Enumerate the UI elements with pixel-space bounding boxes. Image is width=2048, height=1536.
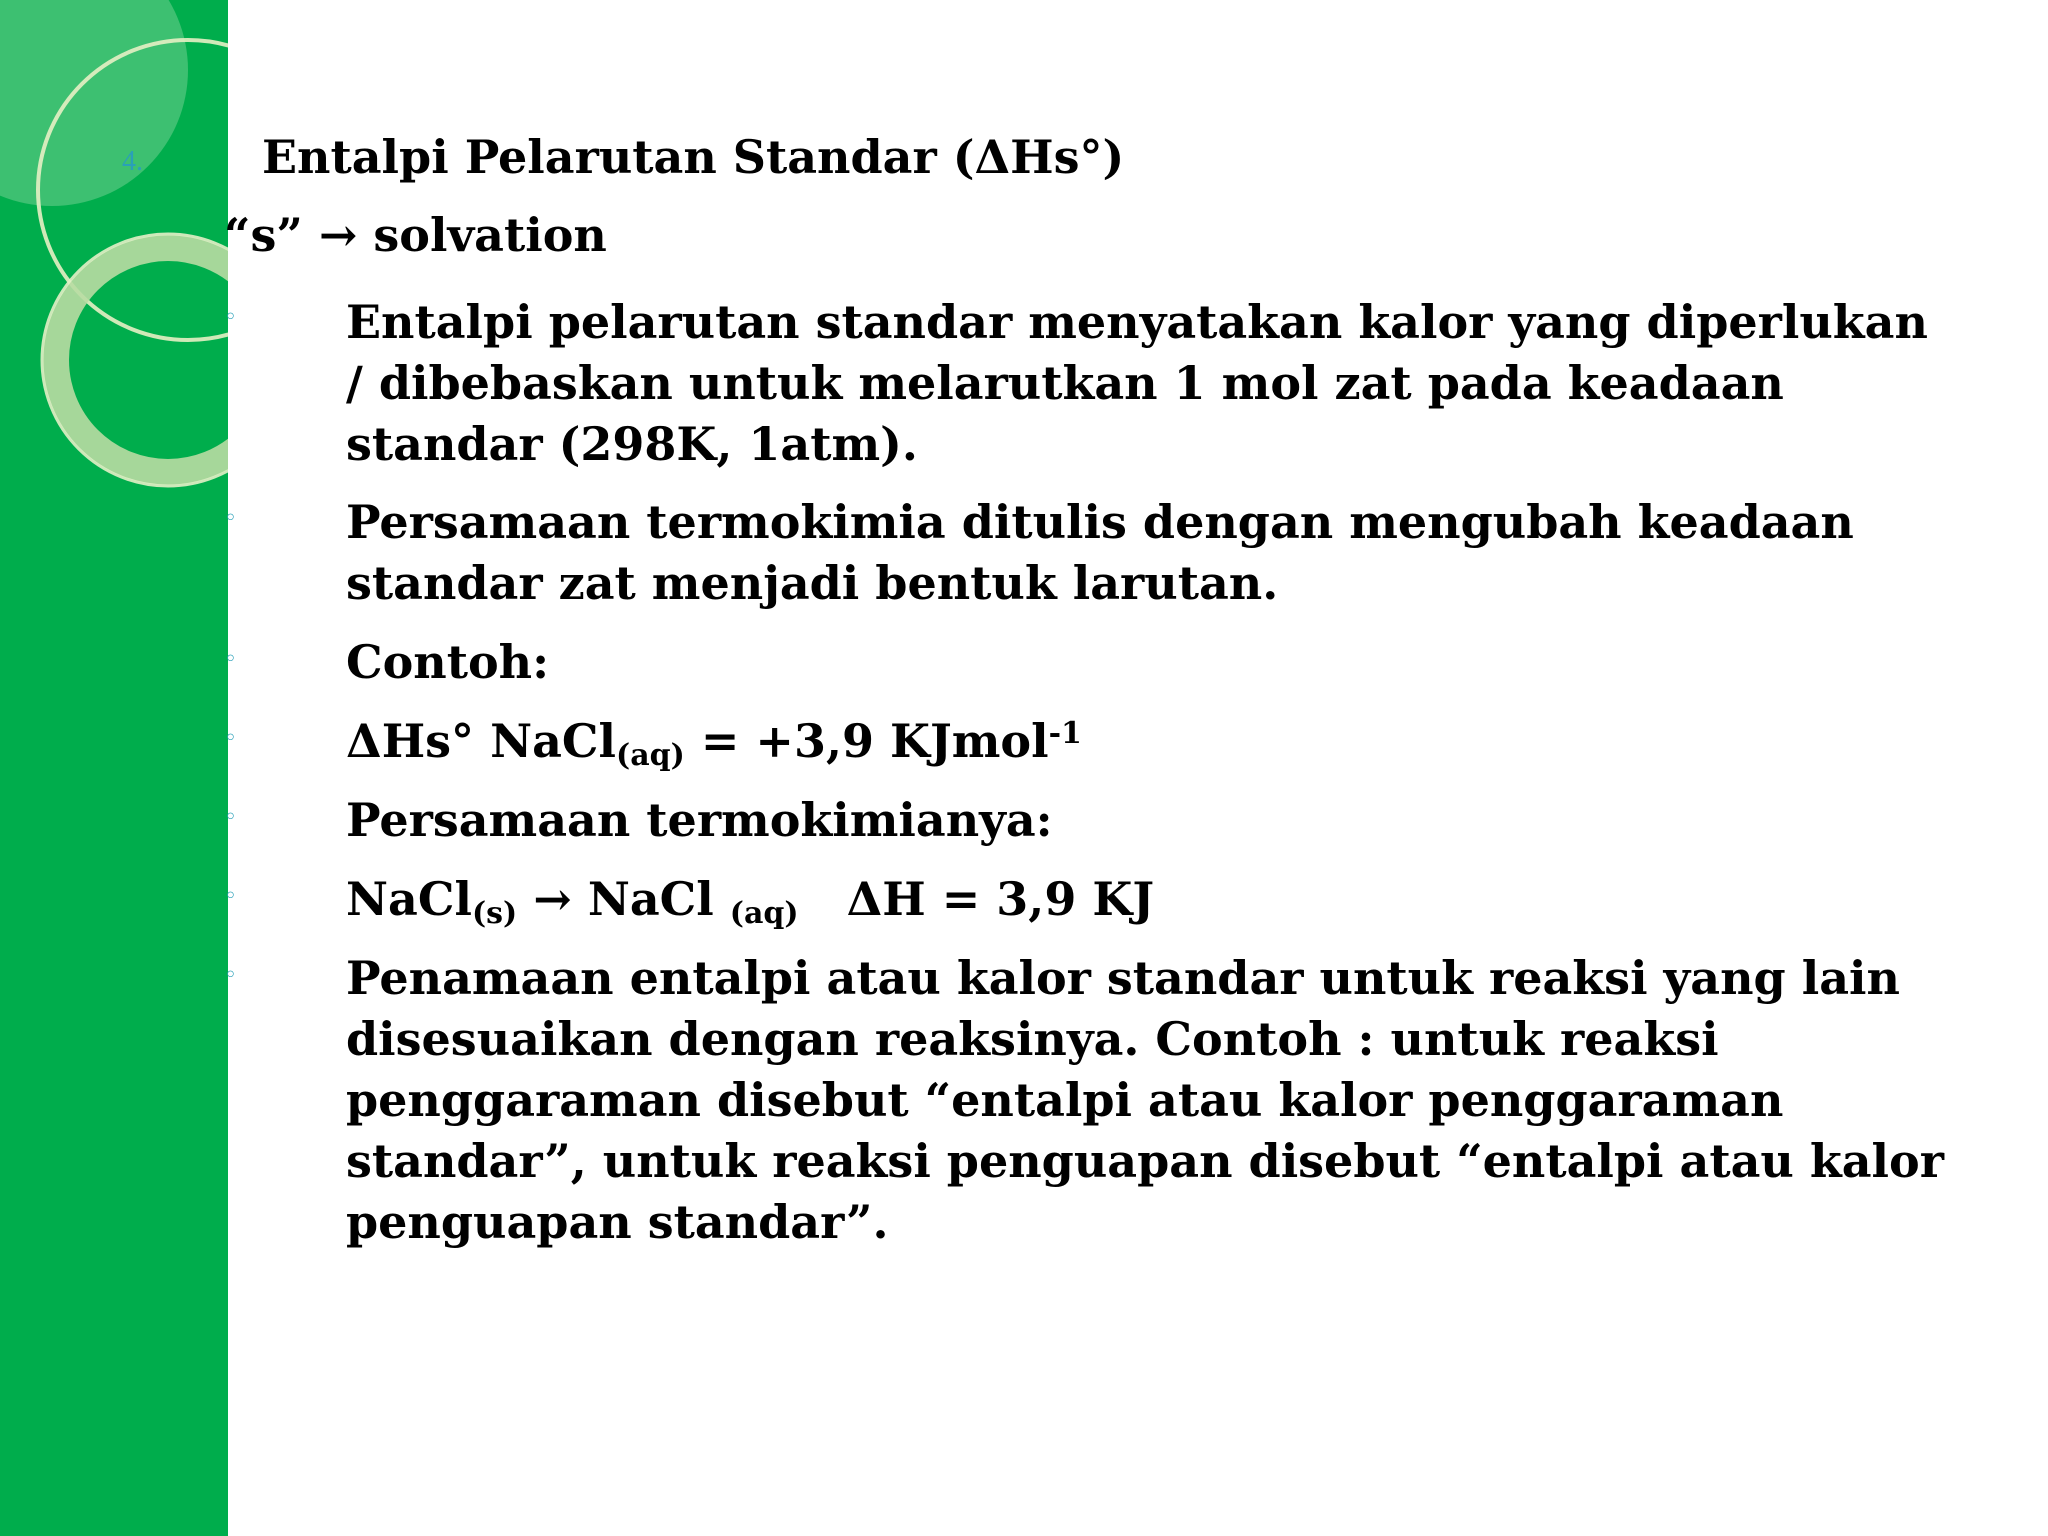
- bullet-equation-label: Persamaan termokimianya:: [346, 793, 1053, 847]
- enthalpy-prefix: ΔHs° NaCl: [346, 714, 617, 768]
- enthalpy-state: (aq): [616, 738, 685, 773]
- equation-arrow: →: [517, 872, 588, 926]
- bullet-example-label: Contoh:: [346, 635, 550, 689]
- bullet-enthalpy-value: [346, 711, 1946, 772]
- enthalpy-exponent: -1: [1048, 716, 1082, 751]
- product-state: (aq): [729, 896, 799, 931]
- slide-number: 4.: [122, 146, 143, 177]
- bullet-marker: ◦: [224, 726, 237, 751]
- bullet-naming-note: Penamaan entalpi atau kalor standar untuk reaksi yang lain disesuaikan dengan reaksinya. Contoh : untuk reaksi penggaraman disebut “entalpi atau kalor penggaraman standar”, untuk reaksi penguapan disebut “entalpi atau kalor penguapan standar”.: [346, 951, 1944, 1249]
- bullet-marker: ◦: [224, 884, 237, 909]
- bullet-equation-note: Persamaan termokimia ditulis dengan mengubah keadaan standar zat menjadi bentuk larutan.: [346, 495, 1854, 610]
- enthalpy-value: = +3,9 KJmol: [684, 714, 1049, 768]
- equation-delta-h: ΔH = 3,9 KJ: [846, 872, 1155, 926]
- equation-reactant: NaCl: [346, 872, 472, 926]
- bullet-marker: ◦: [224, 805, 237, 830]
- bullet-thermo-equation: [346, 869, 1946, 930]
- reactant-state: (s): [471, 896, 518, 931]
- slide-subheading: “s” → solvation: [224, 208, 607, 262]
- bullet-marker: ◦: [224, 963, 237, 988]
- bullet-marker: ◦: [224, 506, 237, 531]
- bullet-marker: ◦: [224, 305, 237, 330]
- bullet-definition: Entalpi pelarutan standar menyatakan kalor yang diperlukan / dibebaskan untuk melarutkan 1 mol zat pada keadaan standar (298K, 1atm).: [346, 295, 1928, 471]
- decorative-rings: [0, 0, 228, 600]
- bullet-marker: ◦: [224, 647, 237, 672]
- slide-heading: Entalpi Pelarutan Standar (ΔHs°): [262, 130, 1125, 184]
- equation-product: NaCl: [587, 872, 730, 926]
